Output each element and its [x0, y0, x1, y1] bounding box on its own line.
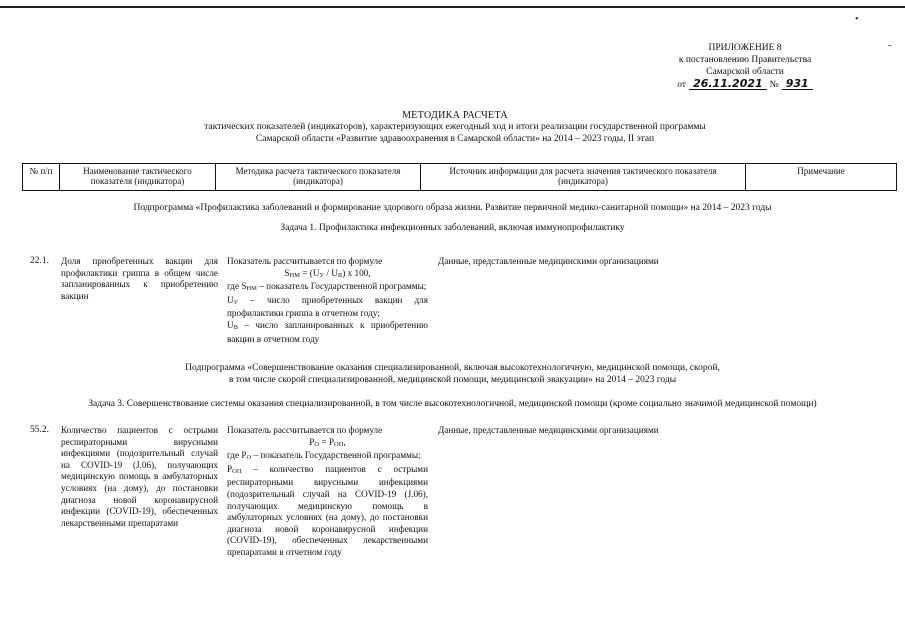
- scan-mark: -: [888, 40, 892, 51]
- indicator-name: Доля приобретенных вакцин для профилактики гриппа в общем числе запланированных к приобретению вакцин: [61, 256, 218, 301]
- col-header-method: Методика расчета тактического показателя (индикатора): [216, 164, 421, 191]
- col-header-note: Примечание: [746, 164, 897, 191]
- task-heading: Задача 1. Профилактика инфекционных заболеваний, включая иммунопрофилактику: [280, 223, 625, 233]
- info-source: Данные, представленные медицинскими организациями: [438, 256, 659, 266]
- indicator-name: Количество пациентов с острыми респираторными вирусными инфекциями (подозрительный случай на COVID-19 (J.06), получающих медицинскую помощь в амбулаторных условиях (на дому), до постановки диагноза новой коронавирусной инфекции (COVID-19), обеспеченных лекарственными препаратами: [61, 425, 218, 528]
- appendix-line: Самарской области: [706, 67, 784, 77]
- formula: $P_О = P_{ОП}$,: [309, 436, 346, 448]
- appendix-date-row: [640, 78, 850, 91]
- document-title: МЕТОДИКА РАСЧЕТА: [402, 110, 508, 121]
- method-intro: Показатель рассчитывается по формуле: [227, 425, 383, 435]
- table-header: [22, 163, 897, 191]
- col-header-name: Наименование тактического показателя (индикатора): [60, 164, 216, 191]
- subprogram-heading: Подпрограмма «Совершенствование оказания специализированной, включая высокотехнологичную, медицинской помощи, скорой,: [185, 363, 720, 373]
- subprogram-heading: Подпрограмма «Профилактика заболеваний и формирование здорового образа жизни. Развитие первичной медико-санитарной помощи» на 2014 – 2023 годы: [133, 203, 772, 213]
- formula: $S_{НМ} = (U_У / U_В)$ x 100,: [284, 267, 371, 279]
- method-text: где $P_О$ – показатель Государственной программы;: [227, 450, 421, 462]
- subprogram-heading: в том числе скорой специализированной, медицинской помощи, медицинской эвакуации» на 2014 – 2023 годы: [228, 375, 677, 385]
- task-heading: Задача 3. Совершенствование системы оказания специализированной, в том числе высокотехнологичной, медицинской помощи (кроме социально значимой медицинской помощи): [88, 399, 817, 409]
- date-prefix: от: [677, 80, 687, 90]
- method-text: $P_{ОП}$ – количество пациентов с острыми респираторными вирусными инфекциями (подозрительный случай на COVID-19 (J.06), получающих медицинскую помощь в амбулаторных условиях (на дому), до постановки диагноза новой коронавирусной инфекции (COVID-19), обеспеченных лекарственными препаратами в отчетном году: [227, 463, 428, 557]
- row-number: 55.2.: [30, 425, 49, 435]
- method-text: $U_У$ – число приобретенных вакцин для профилактики гриппа в отчетном году;: [227, 294, 428, 319]
- col-header-number: № п/п: [23, 164, 60, 191]
- col-header-source: Источник информации для расчета значения тактического показателя (индикатора): [421, 164, 746, 191]
- method-text: $U_В$ – число запланированных к приобретению вакцин в отчетном году: [227, 319, 428, 344]
- info-source: Данные, представленные медицинскими организациями: [438, 425, 659, 435]
- scan-mark: •: [855, 14, 859, 25]
- method-text: где $S_{НМ}$ – показатель Государственной программы;: [227, 281, 427, 293]
- appendix-line: к постановлению Правительства: [678, 55, 812, 65]
- number-prefix: №: [769, 80, 779, 90]
- appendix-block: [640, 42, 850, 91]
- method-cell: [227, 256, 428, 345]
- method-intro: Показатель рассчитывается по формуле: [227, 256, 383, 266]
- document-subtitle: Самарской области «Развитие здравоохранения в Самарской области» на 2014 – 2023 годы, II этап: [255, 134, 655, 144]
- date-value: 26.11.2021: [689, 78, 767, 90]
- top-rule: [0, 6, 905, 8]
- method-cell: [227, 425, 428, 559]
- appendix-title: ПРИЛОЖЕНИЕ 8: [708, 43, 782, 53]
- document-subtitle: тактических показателей (индикаторов), характеризующих ежегодный ход и итоги реализации государственной программы: [204, 122, 706, 132]
- row-number: 22.1.: [30, 256, 49, 266]
- number-value: 931: [782, 78, 813, 90]
